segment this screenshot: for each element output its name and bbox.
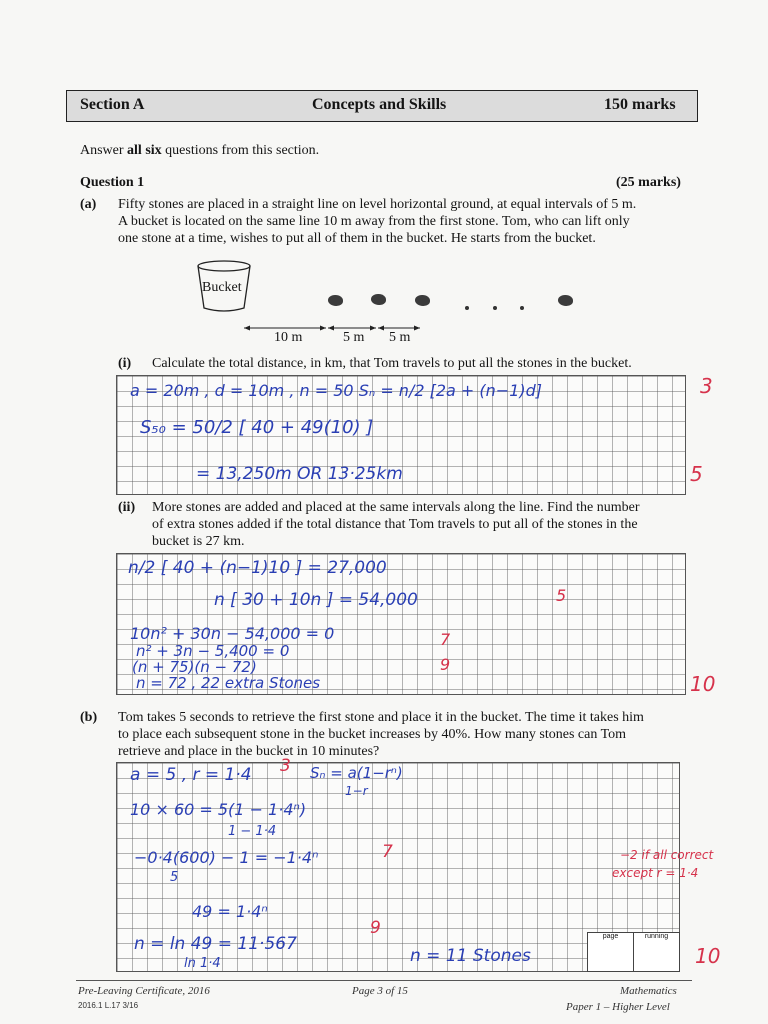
handwriting-ii-line6: n = 72 , 22 extra Stones xyxy=(136,674,321,692)
distance-5m-b: 5 m xyxy=(389,330,411,345)
stone-2 xyxy=(371,294,386,305)
part-b-line2: to place each subsequent stone in the bucket increases by 40%. How many stones can Tom xyxy=(118,727,627,742)
handwriting-ii-line1: n/2 [ 40 + (n−1)10 ] = 27,000 xyxy=(128,558,387,578)
instruction-text xyxy=(80,143,319,160)
ellipsis-dot xyxy=(465,306,469,310)
score-box-page-label: page xyxy=(602,933,619,940)
question-marks: (25 marks) xyxy=(616,175,681,190)
handwriting-i-line1: a = 20m , d = 10m , n = 50 Sₙ = n/2 [2a + (n−1)d] xyxy=(130,381,543,400)
part-b-line3: retrieve and place in the bucket in 10 minutes? xyxy=(118,744,380,759)
mark-ii-7: 7 xyxy=(440,630,451,649)
mark-b-3: 3 xyxy=(280,756,291,776)
handwriting-b-line6: n = 11 Stones xyxy=(410,946,531,966)
section-title: Concepts and Skills xyxy=(312,96,447,113)
part-ii-line3: bucket is 27 km. xyxy=(152,534,245,549)
score-box-running xyxy=(633,932,680,972)
handwriting-b-line5-denominator: ln 1·4 xyxy=(184,956,221,971)
stone-1 xyxy=(328,295,343,306)
footer-rule xyxy=(76,980,692,981)
handwriting-ii-line4: n² + 3n − 5,400 = 0 xyxy=(136,642,290,660)
handwriting-ii-line5: (n + 75)(n − 72) xyxy=(132,658,257,676)
part-a-line3: one stone at a time, wishes to put all of them in the bucket. He starts from the bucket. xyxy=(118,231,596,246)
part-ii-line1: More stones are added and placed at the same intervals along the line. Find the number xyxy=(152,500,640,515)
section-marks: 150 marks xyxy=(604,96,676,113)
stone-last xyxy=(558,295,573,306)
handwriting-b-line4: 49 = 1·4ⁿ xyxy=(192,902,268,921)
part-a-line2: A bucket is located on the same line 10 m away from the first stone. Tom, who can lift only xyxy=(118,214,630,229)
footer-left: Pre-Leaving Certificate, 2016 xyxy=(78,985,210,997)
part-b-line1: Tom takes 5 seconds to retrieve the first stone and place it in the bucket. The time it takes him xyxy=(118,710,644,725)
instruction-bold: all six xyxy=(127,143,162,158)
footer-code: 2016.1 L.17 3/16 xyxy=(78,1001,139,1010)
instruction-post: questions from this section. xyxy=(161,143,320,158)
part-b-label: (b) xyxy=(80,710,98,725)
part-a-label: (a) xyxy=(80,197,97,212)
mark-ii-10: 10 xyxy=(690,672,716,696)
handwriting-b-sn: Sₙ = a(1−rⁿ) xyxy=(310,764,403,782)
footer-page: Page 3 of 15 xyxy=(352,985,408,997)
mark-b-9: 9 xyxy=(370,918,381,938)
part-i-text: Calculate the total distance, in km, that Tom travels to put all the stones in the bucket. xyxy=(152,356,632,371)
handwriting-b-line3-denominator: 5 xyxy=(170,870,179,885)
mark-b-note-1: −2 if all correct xyxy=(620,848,714,862)
instruction-pre: Answer xyxy=(80,143,128,158)
part-a-line1: Fifty stones are placed in a straight line on level horizontal ground, at equal intervals of 5 m. xyxy=(118,197,637,212)
handwriting-ii-line2: n [ 30 + 10n ] = 54,000 xyxy=(214,590,418,610)
handwriting-b-line2: 10 × 60 = 5(1 − 1·4ⁿ) xyxy=(130,800,307,819)
mark-i-3: 3 xyxy=(700,374,713,398)
mark-b-7: 7 xyxy=(382,842,393,862)
footer-paper: Paper 1 – Higher Level xyxy=(566,1001,670,1013)
score-box-running-label: running xyxy=(644,933,669,940)
part-ii-label: (ii) xyxy=(118,500,136,515)
handwriting-b-line5: n = ln 49 = 11·567 xyxy=(134,934,297,954)
handwriting-i-line2: S₅₀ = 50/2 [ 40 + 49(10) ] xyxy=(140,417,374,438)
handwriting-ii-line3: 10n² + 30n − 54,000 = 0 xyxy=(130,624,335,643)
handwriting-i-line3: = 13,250m OR 13·25km xyxy=(196,464,403,484)
question-title: Question 1 xyxy=(80,175,145,190)
mark-ii-5: 5 xyxy=(556,586,567,605)
mark-b-10: 10 xyxy=(695,944,721,968)
mark-i-5: 5 xyxy=(690,462,703,486)
score-box-page xyxy=(587,932,634,972)
ellipsis-dot xyxy=(493,306,497,310)
handwriting-b-sn-denominator: 1−r xyxy=(345,784,368,798)
ellipsis-dot xyxy=(520,306,524,310)
handwriting-b-line3: −0·4(600) − 1 = −1·4ⁿ xyxy=(134,848,319,867)
section-label: Section A xyxy=(80,96,145,113)
bucket-label: Bucket xyxy=(202,280,242,295)
stone-3 xyxy=(415,295,430,306)
handwriting-b-line1: a = 5 , r = 1·4 xyxy=(130,765,252,785)
handwriting-b-line2-denominator: 1 − 1·4 xyxy=(228,824,277,839)
distance-10m: 10 m xyxy=(274,330,303,345)
part-ii-line2: of extra stones added if the total distance that Tom travels to put all of the stones in the xyxy=(152,517,638,532)
part-i-label: (i) xyxy=(118,356,132,371)
mark-b-note-2: except r = 1·4 xyxy=(612,866,699,880)
footer-subject: Mathematics xyxy=(620,985,677,997)
mark-ii-9: 9 xyxy=(440,655,451,674)
distance-5m-a: 5 m xyxy=(343,330,365,345)
